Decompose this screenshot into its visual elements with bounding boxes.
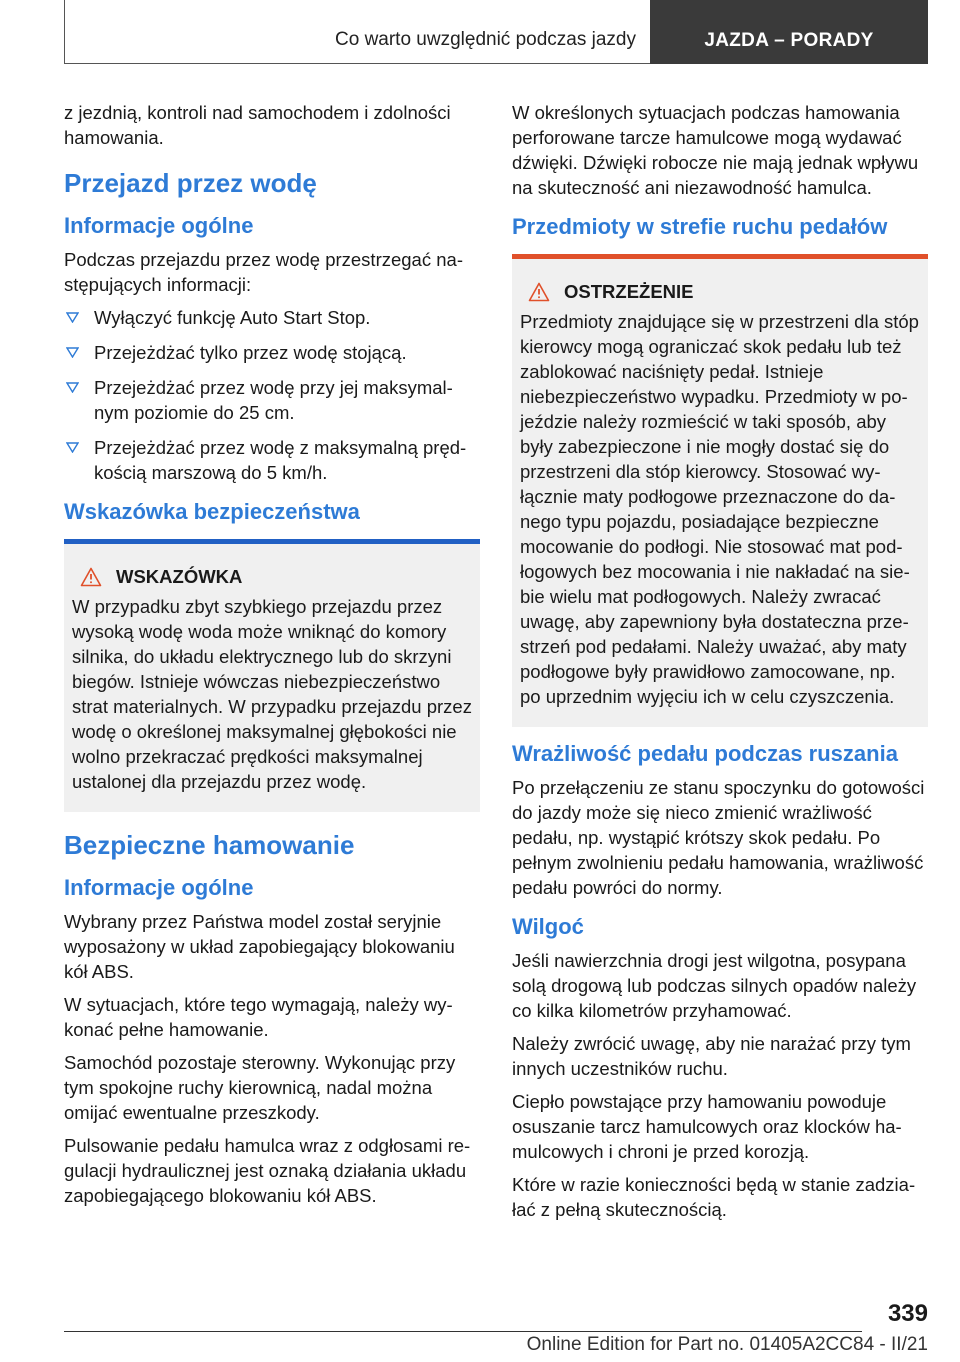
triangle-bullet-icon — [66, 382, 79, 393]
subheading-pedal-objects: Przedmioty w strefie ruchu pedałów — [512, 214, 888, 239]
moisture-paragraph: Jeśli nawierzchnia drogi jest wilgotna, posypana solą drogową lub podczas silnych opadów należy co kilka kilometrów przyhamować. — [512, 950, 917, 1021]
triangle-bullet-icon — [66, 347, 79, 358]
footer-edition: Online Edition for Part no. 01405A2CC84 - II/21 — [526, 1334, 928, 1355]
water-bullet-list — [64, 305, 480, 485]
braking-paragraph: Wybrany przez Państwa model został seryjnie wyposażony w układ zapobiegający blokowaniu kół ABS. — [64, 911, 455, 982]
subheading-general-info: Informacje ogólne — [64, 213, 254, 238]
notice-box — [64, 539, 480, 812]
notice-title: WSKAZÓWKA — [116, 566, 243, 587]
moisture-paragraph: Należy zwrócić uwagę, aby nie narażać przy tym innych uczestników ruchu. — [512, 1033, 911, 1079]
notice-text: W przypadku zbyt szybkiego przejazdu przez wysoką wodę woda może wniknąć do komory silnika, do układu elektrycznego lub do skrzyni biegów. Istnieje wówczas niebezpieczeństwo strat materialnych. W przypadku przejazdu przez wodę o określonej maksymalnej głębokości nie wolno przekraczać prędkości maksymalnej ustalonej dla przejazdu przez wodę. — [72, 596, 472, 792]
warning-triangle-icon — [80, 567, 102, 587]
footer-divider — [64, 1331, 862, 1332]
triangle-bullet-icon — [66, 312, 79, 323]
intro-paragraph: z jezdnią, kontroli nad samochodem i zdolności hamowania. — [64, 102, 451, 148]
braking-paragraph: W sytuacjach, które tego wymagają, należy wykonać pełne hamowanie. — [64, 994, 453, 1040]
warning-title: OSTRZEŻENIE — [564, 281, 694, 302]
header-section-title: Co warto uwzględnić podczas jazdy — [64, 0, 650, 64]
page-number: 339 — [887, 1300, 928, 1327]
right-column — [512, 100, 928, 1230]
list-item: Przejeżdżać tylko przez wodę stojącą. — [64, 340, 480, 365]
subheading-pedal-sensitivity: Wrażliwość pedału podczas ruszania — [512, 741, 898, 766]
heading-water-crossing: Przejazd przez wodę — [64, 168, 317, 198]
sensitivity-paragraph: Po przełączeniu ze stanu spoczynku do gotowości do jazdy może się nieco zmienić wrażliwość pedału, np. wystąpić krótszy skok pedału. Po pełnym zwolnieniu pedału hamowania, wrażliwość pedału powróci do normy. — [512, 777, 925, 898]
braking-paragraph: Samochód pozostaje sterowny. Wykonując przy tym spokojne ruchy kierownicą, nadal można omijać ewentualne przeszkody. — [64, 1052, 456, 1123]
list-item: Wyłączyć funkcję Auto Start Stop. — [64, 305, 480, 330]
braking-paragraph: Pulsowanie pedału hamulca wraz z odgłosami regulacji hydraulicznej jest oznaką działania układu zapobiegającego blokowaniu kół ABS. — [64, 1135, 471, 1206]
subheading-moisture: Wilgoć — [512, 914, 584, 939]
warning-triangle-icon — [528, 282, 550, 302]
moisture-paragraph: Które w razie konieczności będą w stanie zadziałać z pełną skutecznością. — [512, 1174, 916, 1220]
heading-safe-braking: Bezpieczne hamowanie — [64, 830, 355, 860]
moisture-paragraph: Ciepło powstające przy hamowaniu powoduje osuszanie tarcz hamulcowych oraz klocków hamulcowych i chroni je przed korozją. — [512, 1091, 902, 1162]
list-item: Przejeżdżać przez wodę przy jej maksymalnym poziomie do 25 cm. — [64, 375, 480, 425]
subheading-safety-note: Wskazówka bezpieczeństwa — [64, 499, 360, 524]
warning-box — [512, 254, 928, 727]
perforated-discs-paragraph: W określonych sytuacjach podczas hamowania perforowane tarcze hamulcowe mogą wydawać dźwięki. Dźwięki robocze nie mają jednak wpływu na skuteczność ani niezawodność hamulca. — [512, 102, 919, 198]
triangle-bullet-icon — [66, 442, 79, 453]
left-column — [64, 100, 480, 1216]
subheading-general-info-braking: Informacje ogólne — [64, 875, 254, 900]
page-header — [64, 0, 928, 64]
list-item: Przejeżdżać przez wodę z maksymalną prędkością marszową do 5 km/h. — [64, 435, 480, 485]
general-info-text: Podczas przejazdu przez wodę przestrzegać następujących informacji: — [64, 249, 463, 295]
header-chapter-title: JAZDA – PORADY — [650, 0, 928, 64]
warning-text: Przedmioty znajdujące się w przestrzeni dla stóp kierowcy mogą ograniczać skok pedału lub też zablokować naciśnięty pedał. Istnieje niebezpieczeństwo wypadku. Przedmioty w pojeździe należy rozmieścić w taki sposób, aby były zabezpieczone i nie mogły dostać się do przestrzeni dla stóp kierowcy. Stosować wyłącznie maty podłogowe przeznaczone do danego typu pojazdu, posiadające bezpieczne mocowanie do podłogi. Nie stosować mat podłogowych bez mocowania i nie nakładać na siebie wielu mat podłogowych. Należy zwracać uwagę, aby zapewniony była dostateczna przestrzeń pod pedałami. Należy uważać, aby maty podłogowe były prawidłowo zamocowane, np. po uprzednim wyjęciu ich w celu czyszczenia. — [520, 311, 919, 707]
